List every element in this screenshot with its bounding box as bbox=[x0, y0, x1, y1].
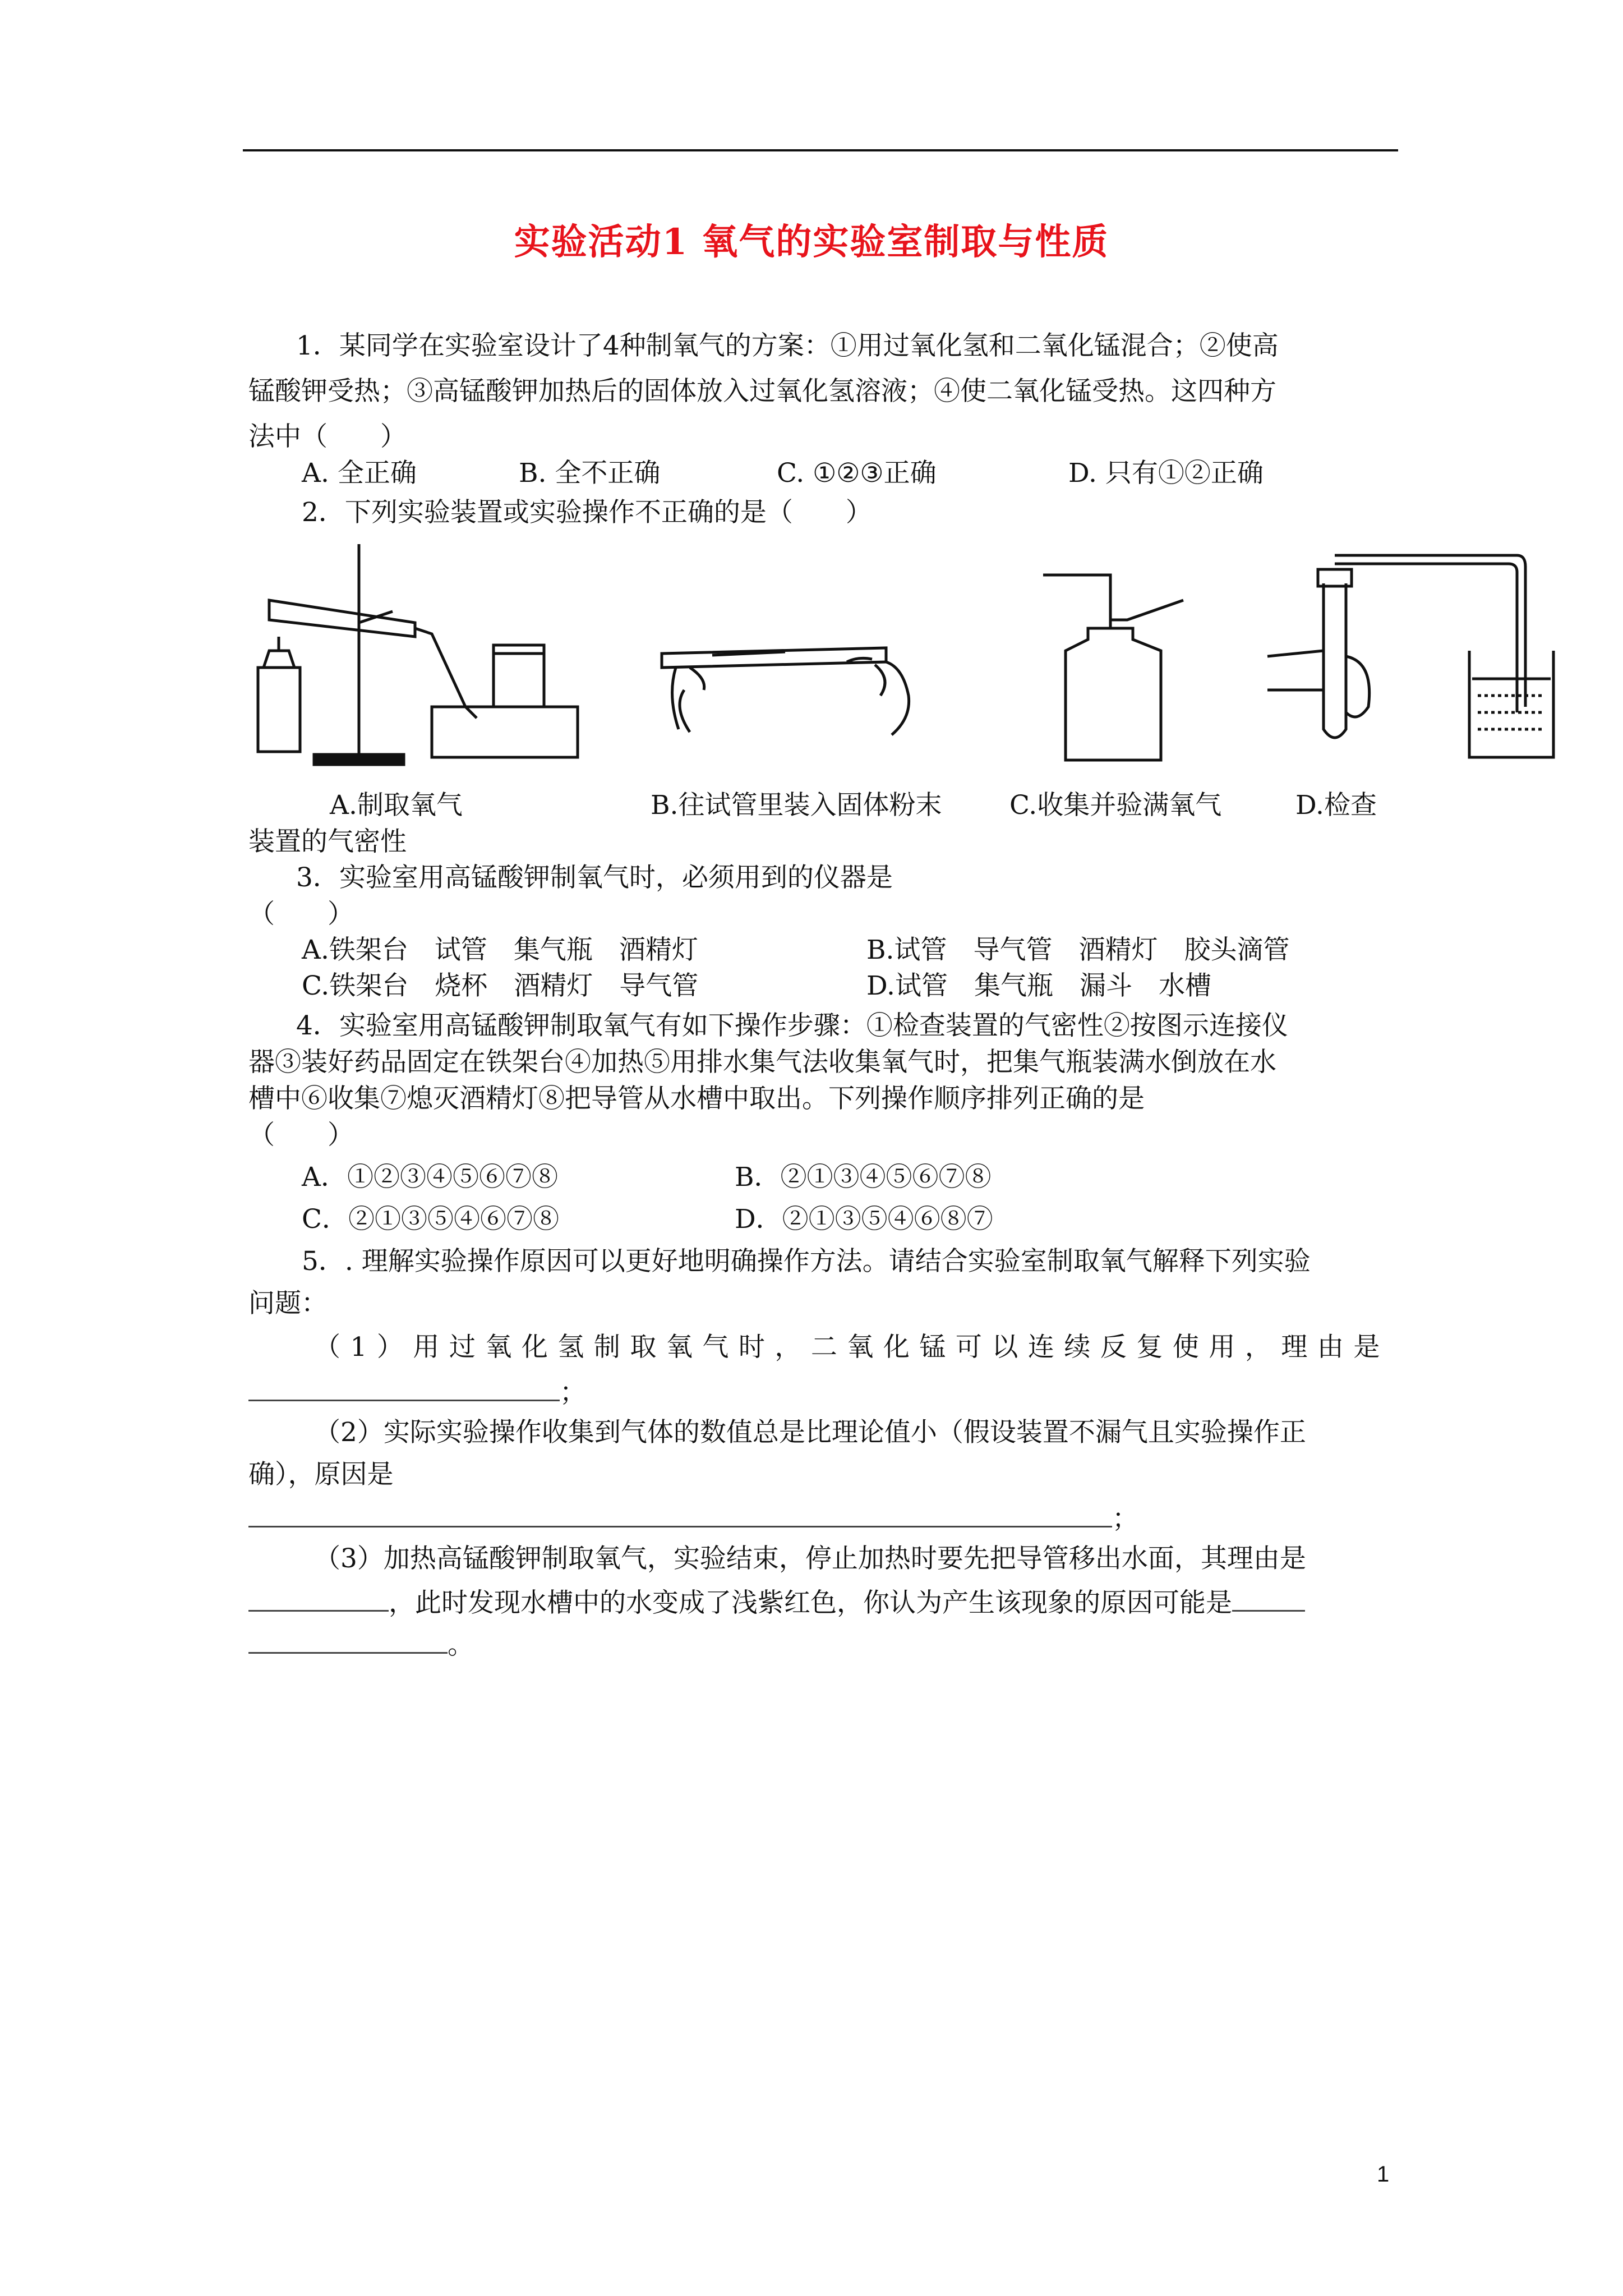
page-number: 1 bbox=[1377, 2162, 1390, 2187]
q3-paren: （ ） bbox=[248, 899, 354, 930]
q5-part-1-blank[interactable] bbox=[248, 1377, 560, 1401]
page-title: 实验活动1 氧气的实验室制取与性质 bbox=[514, 221, 1109, 263]
q1-option-a: A. 全正确 bbox=[302, 458, 417, 489]
figure-a-oxygen-apparatus bbox=[247, 539, 589, 774]
q5-part-3-line-2 bbox=[248, 1588, 1305, 1616]
q5-part-2-semicolon: ； bbox=[1112, 1503, 1138, 1534]
q4-stem-line-3: 槽中⑥收集⑦熄灭酒精灯⑧把导管从水槽中取出。下列操作顺序排列正确的是 bbox=[248, 1083, 1145, 1114]
figure-d-air-tightness-check bbox=[1262, 544, 1570, 780]
q4-stem-line-2: 器③装好药品固定在铁架台④加热⑤用排水集气法收集氧气时，把集气瓶装满水倒放在水 bbox=[248, 1047, 1276, 1078]
q3-option-c: C.铁架台 烧杯 酒精灯 导气管 bbox=[302, 970, 699, 1001]
q5-part-3-line-3 bbox=[248, 1630, 474, 1658]
q1-stem-line-1: 1．某同学在实验室设计了4种制氧气的方案：①用过氧化氢和二氧化锰混合；②使高 bbox=[296, 330, 1279, 361]
q5-part-2-blank[interactable] bbox=[248, 1503, 1112, 1527]
q2-caption-b: B.往试管里装入固体粉末 bbox=[651, 790, 942, 821]
q2-caption-a: A.制取氧气 bbox=[330, 790, 463, 821]
q2-caption-d: D.检查 bbox=[1295, 790, 1377, 821]
q5-part-1-semicolon: ； bbox=[560, 1377, 586, 1408]
q5-part-3-blank-2-cont[interactable] bbox=[248, 1630, 448, 1654]
q5-part-1-answer bbox=[248, 1377, 586, 1406]
q1-stem-line-3: 法中（ ） bbox=[248, 421, 407, 452]
q2-stem: 2．下列实验装置或实验操作不正确的是（ ） bbox=[302, 497, 872, 528]
q1-option-c: C. ①②③正确 bbox=[777, 458, 937, 489]
q5-stem-line-1: 5．. 理解实验操作原因可以更好地明确操作方法。请结合实验室制取氧气解释下列实验 bbox=[302, 1246, 1311, 1277]
q1-option-b: B. 全不正确 bbox=[519, 458, 661, 489]
q3-option-a: A.铁架台 试管 集气瓶 酒精灯 bbox=[302, 935, 698, 965]
q4-option-d: D．②①③⑤④⑥⑧⑦ bbox=[735, 1204, 993, 1235]
q4-option-a: A．①②③④⑤⑥⑦⑧ bbox=[302, 1162, 558, 1193]
q3-option-b: B.试管 导气管 酒精灯 胶头滴管 bbox=[866, 935, 1290, 965]
figure-b-test-tube-powder bbox=[651, 634, 920, 746]
q5-part-3-text: ，此时发现水槽中的水变成了浅紫红色，你认为产生该现象的原因可能是 bbox=[389, 1588, 1232, 1618]
q2-caption-c: C.收集并验满氧气 bbox=[1009, 790, 1222, 821]
q4-option-c: C．②①③⑤④⑥⑦⑧ bbox=[302, 1204, 559, 1235]
q5-stem-line-2: 问题： bbox=[248, 1288, 328, 1319]
q5-part-3-blank-1[interactable] bbox=[248, 1588, 389, 1612]
q5-part-2-line-2: 确），原因是 bbox=[248, 1459, 394, 1490]
q5-part-3-period: 。 bbox=[448, 1630, 474, 1660]
q4-paren: （ ） bbox=[248, 1120, 354, 1151]
q5-part-3-line-1: （3）加热高锰酸钾制取氧气，实验结束，停止加热时要先把导管移出水面，其理由是 bbox=[314, 1543, 1306, 1574]
q1-stem-line-2: 锰酸钾受热；③高锰酸钾加热后的固体放入过氧化氢溶液；④使二氧化锰受热。这四种方 bbox=[248, 376, 1276, 407]
figure-c-gas-bottle bbox=[1032, 567, 1228, 774]
q5-part-3-blank-2[interactable] bbox=[1232, 1588, 1305, 1612]
q4-stem-line-1: 4．实验室用高锰酸钾制取氧气有如下操作步骤：①检查装置的气密性②按图示连接仪 bbox=[296, 1010, 1288, 1041]
q5-part-2-answer bbox=[248, 1503, 1138, 1532]
header-rule bbox=[243, 149, 1398, 151]
q3-option-d: D.试管 集气瓶 漏斗 水槽 bbox=[866, 970, 1211, 1001]
q5-part-2-line-1: （2）实际实验操作收集到气体的数值总是比理论值小（假设装置不漏气且实验操作正 bbox=[314, 1417, 1306, 1448]
q5-part-1: （1）用过氧化氢制取氧气时，二氧化锰可以连续反复使用，理由是 bbox=[314, 1332, 1390, 1363]
q3-stem: 3．实验室用高锰酸钾制氧气时，必须用到的仪器是 bbox=[296, 862, 893, 893]
q4-option-b: B．②①③④⑤⑥⑦⑧ bbox=[735, 1162, 992, 1193]
q2-caption-continued: 装置的气密性 bbox=[248, 826, 407, 857]
q1-option-d: D. 只有①②正确 bbox=[1068, 458, 1264, 489]
